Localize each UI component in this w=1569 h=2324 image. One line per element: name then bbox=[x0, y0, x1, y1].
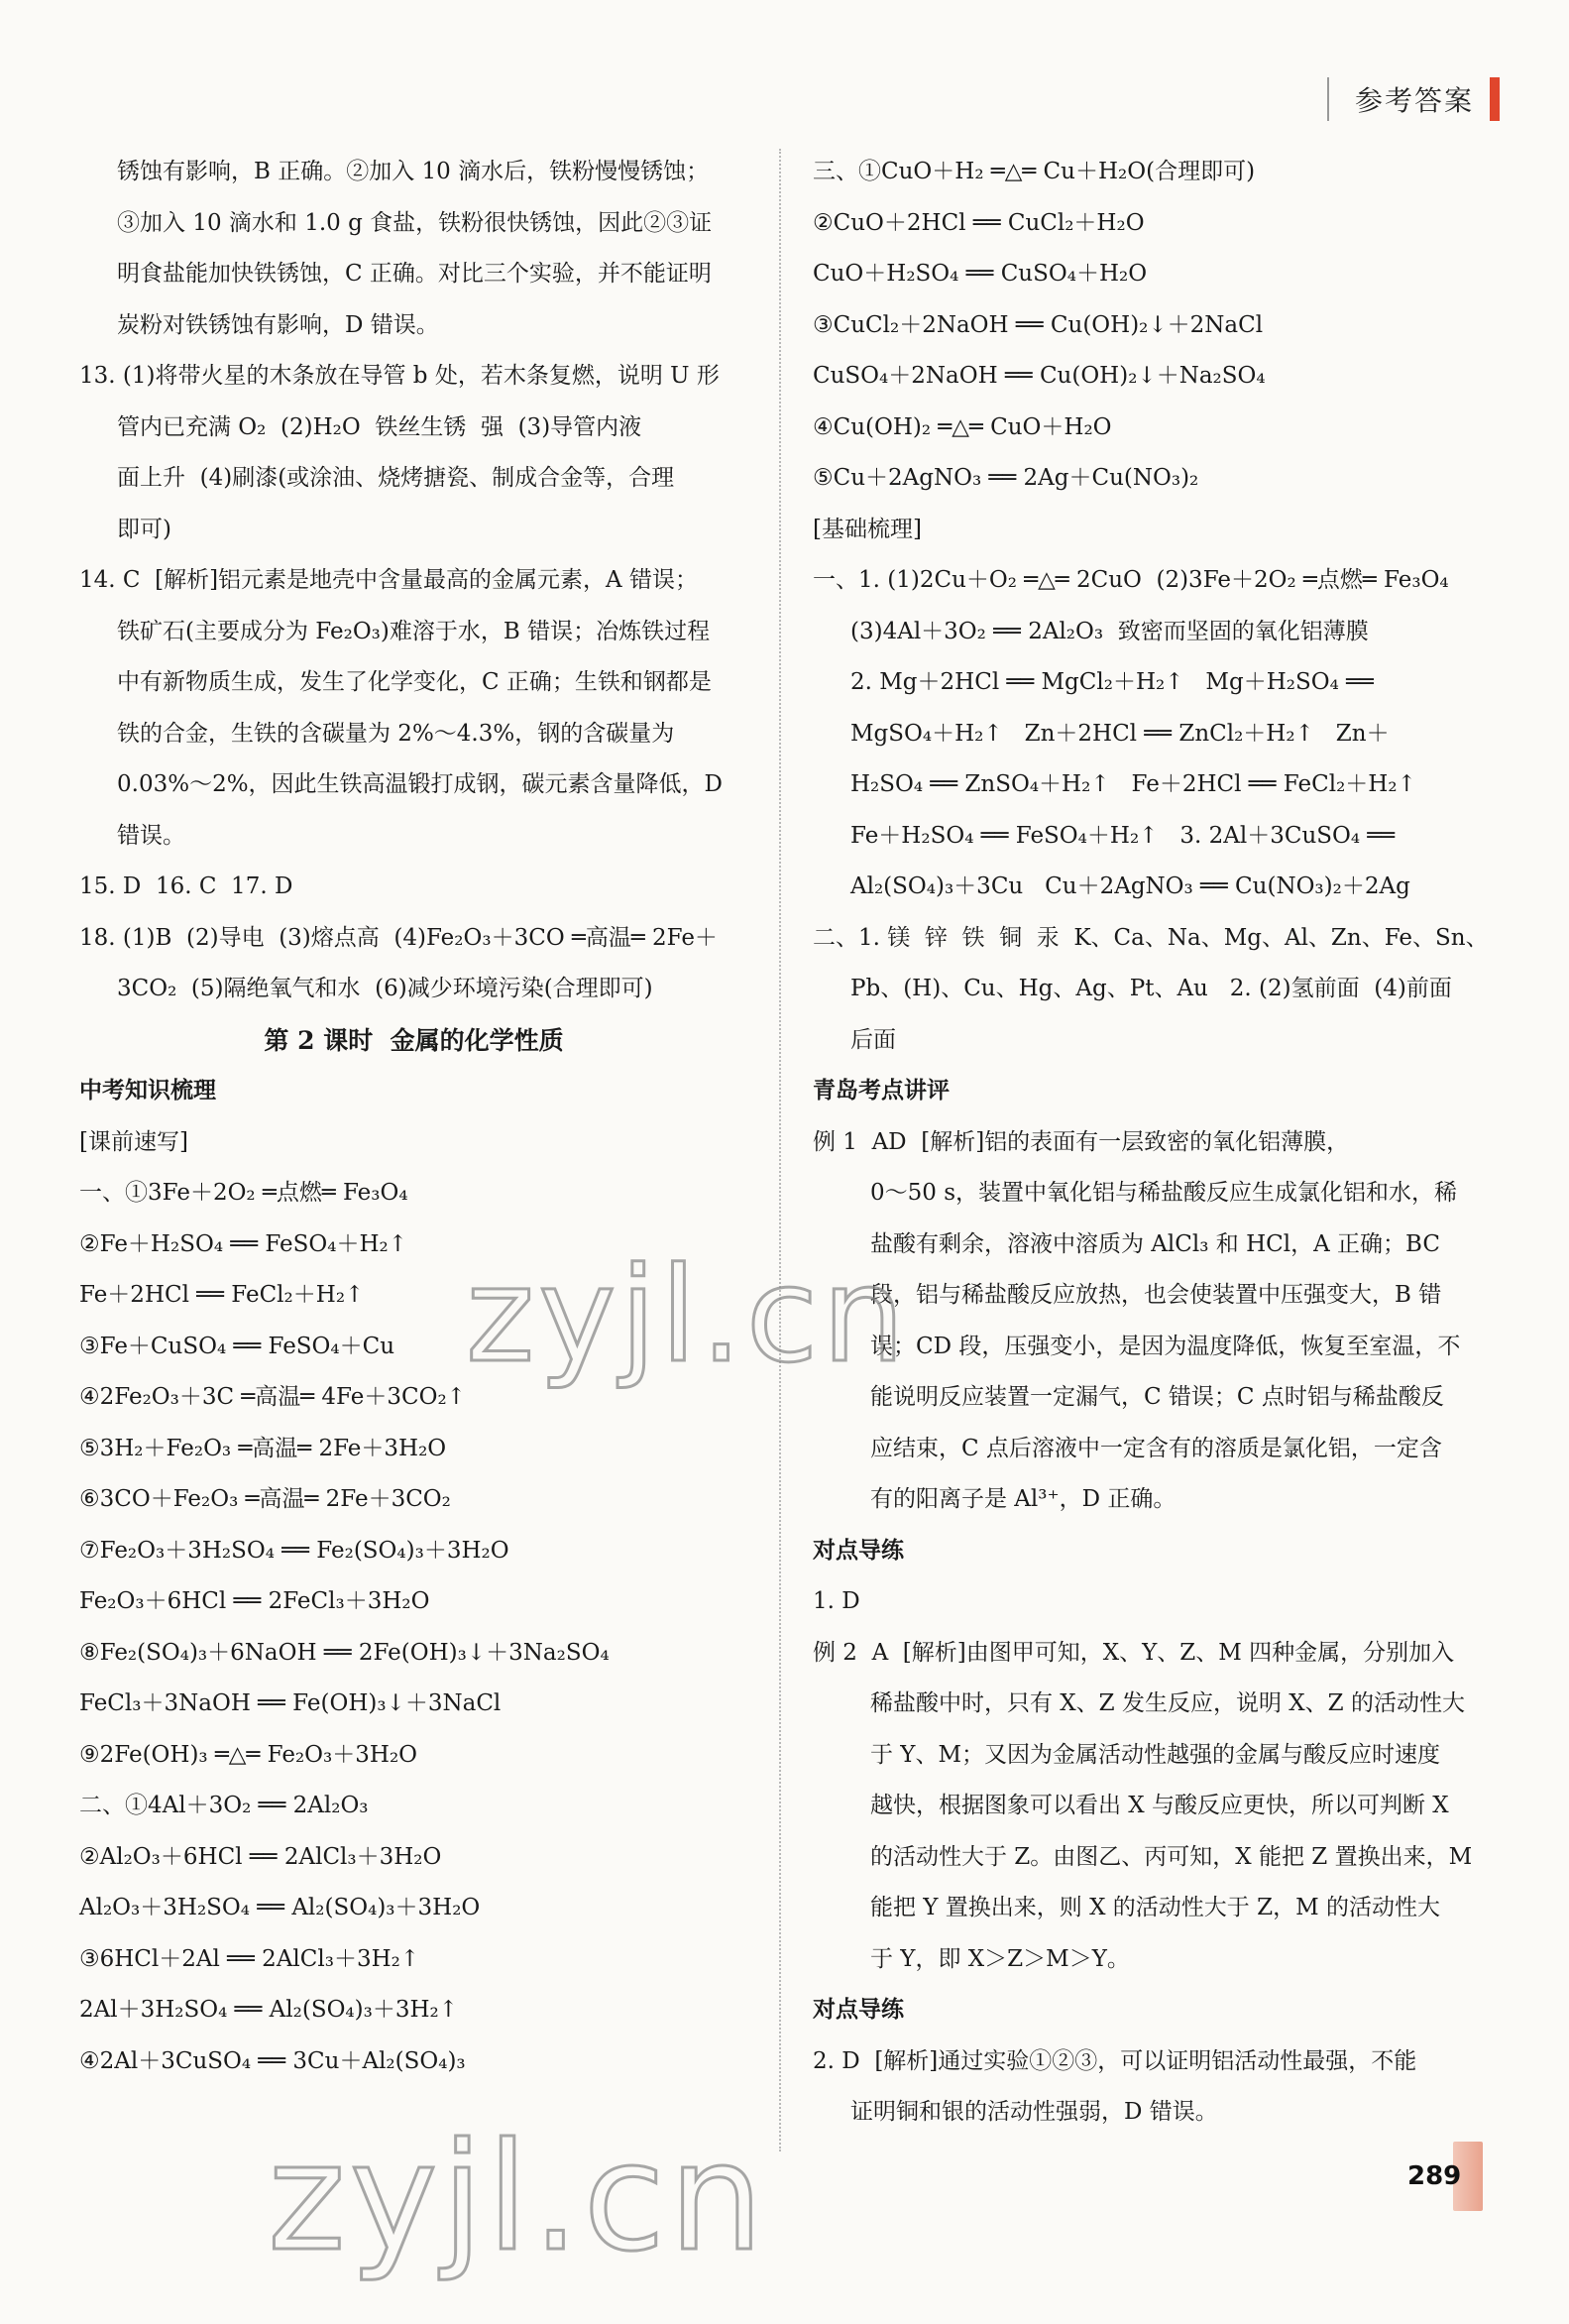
left-text-line: 一、①3Fe＋2O₂ ═点燃═ Fe₃O₄ bbox=[79, 1180, 408, 1206]
left-text-line: ⑤3H₂＋Fe₂O₃ ═高温═ 2Fe＋3H₂O bbox=[79, 1435, 447, 1461]
right-text-line: H₂SO₄ ══ ZnSO₄＋H₂↑ Fe＋2HCl ══ FeCl₂＋H₂↑ bbox=[850, 771, 1416, 797]
left-text-line: ③6HCl＋2Al ══ 2AlCl₃＋3H₂↑ bbox=[79, 1945, 420, 1972]
header-accent-bar bbox=[1490, 77, 1500, 121]
right-text-line: 段，铝与稀盐酸反应放热，也会使装置中压强变大，B 错 bbox=[870, 1282, 1442, 1308]
left-text-line: 14. C [解析]铝元素是地壳中含量最高的金属元素，A 错误； bbox=[79, 567, 698, 593]
left-text-line: ④2Fe₂O₃＋3C ═高温═ 4Fe＋3CO₂↑ bbox=[79, 1384, 466, 1410]
left-text-line: ③Fe＋CuSO₄ ══ FeSO₄＋Cu bbox=[79, 1333, 395, 1359]
left-text-line: ②Fe＋H₂SO₄ ══ FeSO₄＋H₂↑ bbox=[79, 1230, 408, 1257]
right-text-line: 对点导练 bbox=[813, 1997, 904, 2023]
left-text-line: 炭粉对铁锈蚀有影响，D 错误。 bbox=[117, 311, 439, 338]
left-text-line: ⑨2Fe(OH)₃ ═△═ Fe₂O₃＋3H₂O bbox=[79, 1741, 418, 1768]
left-text-line: 管内已充满 O₂ (2)H₂O 铁丝生锈 强 (3)导管内液 bbox=[117, 413, 642, 440]
right-text-line: 三、①CuO＋H₂ ═△═ Cu＋H₂O(合理即可) bbox=[813, 159, 1256, 184]
right-text-line: 2. Mg＋2HCl ══ MgCl₂＋H₂↑ Mg＋H₂SO₄ ══ bbox=[850, 669, 1374, 695]
left-text-line: ⑥3CO＋Fe₂O₃ ═高温═ 2Fe＋3CO₂ bbox=[79, 1486, 451, 1512]
left-text-line: ⑦Fe₂O₃＋3H₂SO₄ ══ Fe₂(SO₄)₃＋3H₂O bbox=[79, 1537, 509, 1564]
left-text-line: Al₂O₃＋3H₂SO₄ ══ Al₂(SO₄)₃＋3H₂O bbox=[79, 1895, 481, 1920]
left-text-line: 铁矿石(主要成分为 Fe₂O₃)难溶于水，B 错误；冶炼铁过程 bbox=[117, 618, 711, 644]
left-text-line: ⑧Fe₂(SO₄)₃＋6NaOH ══ 2Fe(OH)₃↓＋3Na₂SO₄ bbox=[79, 1639, 610, 1666]
left-text-line: 0.03%～2%，因此生铁高温锻打成钢，碳元素含量降低，D bbox=[117, 771, 723, 797]
left-text-line: ②Al₂O₃＋6HCl ══ 2AlCl₃＋3H₂O bbox=[79, 1843, 442, 1870]
right-text-line: 证明铜和银的活动性强弱，D 错误。 bbox=[850, 2099, 1218, 2125]
left-text-line: 第 2 课时 金属的化学性质 bbox=[264, 1025, 564, 1055]
right-text-line: ⑤Cu＋2AgNO₃ ══ 2Ag＋Cu(NO₃)₂ bbox=[813, 465, 1199, 491]
right-text-line: 能把 Y 置换出来，则 X 的活动性大于 Z，M 的活动性大 bbox=[870, 1895, 1440, 1920]
right-text-line: Pb、(H)、Cu、Hg、Ag、Pt、Au 2. (2)氢前面 (4)前面 bbox=[850, 976, 1452, 1001]
left-text-line: ④2Al＋3CuSO₄ ══ 3Cu＋Al₂(SO₄)₃ bbox=[79, 2047, 466, 2074]
right-text-line: [基础梳理] bbox=[813, 516, 922, 542]
right-text-line: 于 Y，即 X＞Z＞M＞Y。 bbox=[870, 1945, 1130, 1972]
left-text-line: 二、①4Al＋3O₂ ══ 2Al₂O₃ bbox=[79, 1793, 369, 1818]
right-text-line: 越快，根据图象可以看出 X 与酸反应更快，所以可判断 X bbox=[870, 1793, 1449, 1818]
right-text-line: ③CuCl₂＋2NaOH ══ Cu(OH)₂↓＋2NaCl bbox=[813, 311, 1264, 338]
right-text-line: (3)4Al＋3O₂ ══ 2Al₂O₃ 致密而坚固的氧化铝薄膜 bbox=[850, 618, 1369, 644]
left-text-line: 错误。 bbox=[117, 822, 185, 849]
left-text-line: ③加入 10 滴水和 1.0 g 食盐，铁粉很快锈蚀，因此②③证 bbox=[117, 209, 713, 236]
right-text-line: CuSO₄＋2NaOH ══ Cu(OH)₂↓＋Na₂SO₄ bbox=[813, 363, 1266, 389]
right-text-line: Fe＋H₂SO₄ ══ FeSO₄＋H₂↑ 3. 2Al＋3CuSO₄ ══ bbox=[850, 822, 1396, 849]
left-text-line: FeCl₃＋3NaOH ══ Fe(OH)₃↓＋3NaCl bbox=[79, 1690, 502, 1716]
left-text-line: Fe＋2HCl ══ FeCl₂＋H₂↑ bbox=[79, 1282, 365, 1308]
right-text-line: MgSO₄＋H₂↑ Zn＋2HCl ══ ZnCl₂＋H₂↑ Zn＋ bbox=[850, 720, 1390, 747]
right-text-line: 例 2 A [解析]由图甲可知，X、Y、Z、M 四种金属，分别加入 bbox=[813, 1639, 1455, 1666]
right-column bbox=[813, 147, 1492, 2139]
page-header bbox=[1327, 77, 1500, 121]
right-text-line: 二、1. 镁 锌 铁 铜 汞 K、Ca、Na、Mg、Al、Zn、Fe、Sn、 bbox=[813, 924, 1489, 951]
left-text-line: Fe₂O₃＋6HCl ══ 2FeCl₃＋3H₂O bbox=[79, 1588, 430, 1614]
watermark-middle: zyjl.cn bbox=[466, 1239, 909, 1392]
right-text-line: 盐酸有剩余，溶液中溶质为 AlCl₃ 和 HCl，A 正确；BC bbox=[870, 1230, 1440, 1257]
left-text-line: 中有新物质生成，发生了化学变化，C 正确；生铁和钢都是 bbox=[117, 669, 712, 695]
right-text-line: 例 1 AD [解析]铝的表面有一层致密的氧化铝薄膜， bbox=[813, 1128, 1350, 1155]
right-text-line: 应结束，C 点后溶液中一定含有的溶质是氯化铝，一定含 bbox=[870, 1435, 1442, 1461]
page-number: 289 bbox=[1407, 2161, 1462, 2191]
right-text-line: 能说明反应装置一定漏气，C 错误；C 点时铝与稀盐酸反 bbox=[870, 1384, 1444, 1410]
right-text-line: CuO＋H₂SO₄ ══ CuSO₄＋H₂O bbox=[813, 261, 1148, 287]
left-text-line: 铁的合金，生铁的含碳量为 2%～4.3%，钢的含碳量为 bbox=[117, 720, 675, 747]
left-text-line: 明食盐能加快铁锈蚀，C 正确。对比三个实验，并不能证明 bbox=[117, 261, 712, 287]
right-text-line: 误；CD 段，压强变小，是因为温度降低，恢复至室温，不 bbox=[870, 1333, 1461, 1359]
watermark-bottom: zyjl.cn bbox=[268, 2112, 768, 2284]
left-text-line: 锈蚀有影响，B 正确。②加入 10 滴水后，铁粉慢慢锈蚀； bbox=[117, 159, 710, 184]
left-text-line: 3CO₂ (5)隔绝氧气和水 (6)减少环境污染(合理即可) bbox=[117, 976, 653, 1001]
right-text-line: 青岛考点讲评 bbox=[813, 1078, 950, 1104]
header-divider bbox=[1327, 77, 1329, 121]
left-text-line: 面上升 (4)刷漆(或涂油、烧烤搪瓷、制成合金等，合理 bbox=[117, 465, 675, 491]
right-text-line: 1. D bbox=[813, 1588, 860, 1614]
right-text-line: 2. D [解析]通过实验①②③，可以证明铝活动性最强，不能 bbox=[813, 2047, 1417, 2074]
right-text-line: 于 Y、M；又因为金属活动性越强的金属与酸反应时速度 bbox=[870, 1741, 1441, 1768]
right-text-line: 对点导练 bbox=[813, 1537, 904, 1564]
right-text-line: ④Cu(OH)₂ ═△═ CuO＋H₂O bbox=[813, 413, 1112, 440]
left-text-line: 15. D 16. C 17. D bbox=[79, 873, 293, 899]
header-title: 参考答案 bbox=[1354, 84, 1474, 117]
right-text-line: 的活动性大于 Z。由图乙、丙可知，X 能把 Z 置换出来，M bbox=[870, 1843, 1473, 1870]
left-text-line: 即可) bbox=[117, 516, 171, 542]
left-text-line: 18. (1)B (2)导电 (3)熔点高 (4)Fe₂O₃＋3CO ═高温═ 2Fe＋ bbox=[79, 924, 718, 951]
left-text-line: [课前速写] bbox=[79, 1128, 188, 1155]
right-text-line: ②CuO＋2HCl ══ CuCl₂＋H₂O bbox=[813, 209, 1145, 236]
right-text-line: 稀盐酸中时，只有 X、Z 发生反应，说明 X、Z 的活动性大 bbox=[870, 1690, 1465, 1716]
right-text-line: Al₂(SO₄)₃＋3Cu Cu＋2AgNO₃ ══ Cu(NO₃)₂＋2Ag bbox=[850, 873, 1410, 899]
column-divider bbox=[779, 149, 781, 2151]
right-text-line: 有的阳离子是 Al³⁺，D 正确。 bbox=[870, 1486, 1177, 1512]
left-text-line: 中考知识梳理 bbox=[79, 1078, 216, 1104]
left-column bbox=[79, 147, 748, 2087]
right-text-line: 后面 bbox=[850, 1026, 896, 1053]
right-text-line: 0～50 s，装置中氧化铝与稀盐酸反应生成氯化铝和水，稀 bbox=[870, 1180, 1458, 1206]
left-text-line: 13. (1)将带火星的木条放在导管 b 处，若木条复燃，说明 U 形 bbox=[79, 363, 720, 389]
right-text-line: 一、1. (1)2Cu＋O₂ ═△═ 2CuO (2)3Fe＋2O₂ ═点燃═ Fe₃O₄ bbox=[813, 567, 1449, 593]
left-text-line: 2Al＋3H₂SO₄ ══ Al₂(SO₄)₃＋3H₂↑ bbox=[79, 1997, 459, 2023]
